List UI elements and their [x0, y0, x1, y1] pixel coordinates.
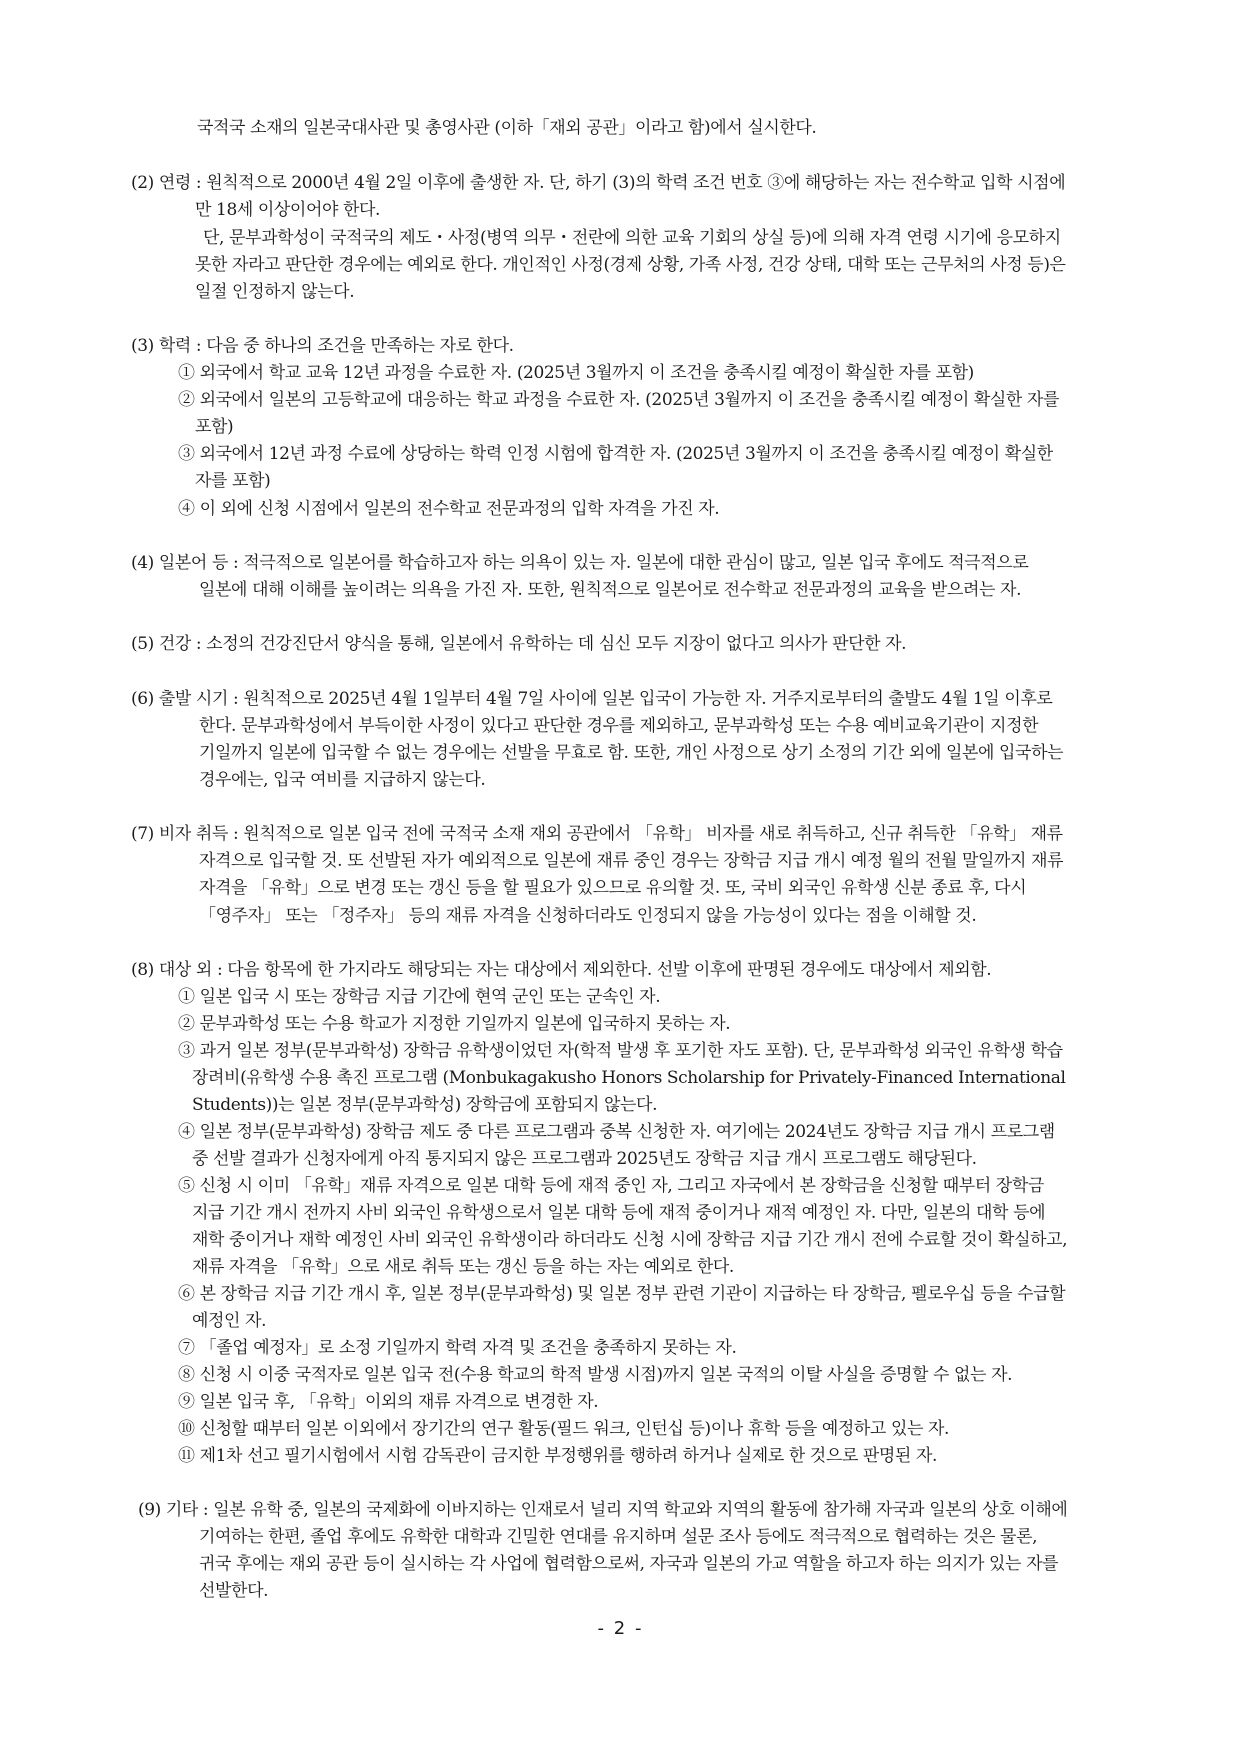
- list-item: ⑨ 일본 입국 후, 「유학」이외의 재류 자격으로 변경한 자.: [178, 1392, 599, 1412]
- section-heading-exclusions: (8) 대상 외 : 다음 항목에 한 가지라도 해당되는 자는 대상에서 제외한다. 선발 이후에 판명된 경우에도 대상에서 제외함.: [131, 960, 992, 980]
- list-item: ⑪ 제1차 선고 필기시험에서 시험 감독관이 금지한 부정행위를 행하려 하거나 실제로 한 것으로 판명된 자.: [178, 1446, 937, 1466]
- list-item: ⑧ 신청 시 이중 국적자로 일본 입국 전(수용 학교의 학적 발생 시점)까지 일본 국적의 이탈 사실을 증명할 수 없는 자.: [178, 1365, 1013, 1385]
- section-heading-departure: (6) 출발 시기 : 원칙적으로 2025년 4월 1일부터 4월 7일 사이에 일본 입국이 가능한 자. 거주지로부터의 출발도 4월 1일 이후로: [131, 689, 1053, 709]
- text-line: Students))는 일본 정부(문부과학성) 장학금에 포함되지 않는다.: [192, 1095, 658, 1115]
- text-line: 지급 기간 개시 전까지 사비 외국인 유학생으로서 일본 대학 등에 재적 중이거나 재적 예정인 자. 다만, 일본의 대학 등에: [192, 1203, 1046, 1223]
- list-item: ② 외국에서 일본의 고등학교에 대응하는 학교 과정을 수료한 자. (2025년 3월까지 이 조건을 충족시킬 예정이 확실한 자를: [178, 390, 1059, 410]
- section-heading-japanese: (4) 일본어 등 : 적극적으로 일본어를 학습하고자 하는 의욕이 있는 자. 일본에 대한 관심이 많고, 일본 입국 후에도 적극적으로: [131, 553, 1029, 573]
- section-heading-visa: (7) 비자 취득 : 원칙적으로 일본 입국 전에 국적국 소재 재외 공관에서 「유학」 비자를 새로 취득하고, 신규 취득한 「유학」 재류: [131, 824, 1063, 844]
- text-line: 기일까지 일본에 입국할 수 없는 경우에는 선발을 무효로 함. 또한, 개인 사정으로 상기 소정의 기간 외에 일본에 입국하는: [199, 743, 1064, 763]
- text-line: 한다. 문부과학성에서 부득이한 사정이 있다고 판단한 경우를 제외하고, 문부과학성 또는 수용 예비교육기관이 지정한: [199, 716, 1039, 736]
- text-line: 경우에는, 입국 여비를 지급하지 않는다.: [199, 770, 486, 790]
- list-item: ② 문부과학성 또는 수용 학교가 지정한 기일까지 일본에 입국하지 못하는 자.: [178, 1014, 731, 1034]
- list-item: ⑥ 본 장학금 지급 기간 개시 후, 일본 정부(문부과학성) 및 일본 정부 관련 기관이 지급하는 타 장학금, 펠로우십 등을 수급할: [178, 1284, 1066, 1304]
- text-line: 포함): [195, 417, 234, 437]
- text-line: 못한 자라고 판단한 경우에는 예외로 한다. 개인적인 사정(경제 상황, 가족 사정, 건강 상태, 대학 또는 근무처의 사정 등)은: [195, 255, 1066, 275]
- list-item: ③ 외국에서 12년 과정 수료에 상당하는 학력 인정 시험에 합격한 자. (2025년 3월까지 이 조건을 충족시킬 예정이 확실한: [178, 444, 1053, 464]
- text-line: 만 18세 이상이어야 한다.: [195, 200, 381, 220]
- list-item: ① 일본 입국 시 또는 장학금 지급 기간에 현역 군인 또는 군속인 자.: [178, 987, 661, 1007]
- text-line: 「영주자」 또는 「정주자」 등의 재류 자격을 신청하더라도 인정되지 않을 가능성이 있다는 점을 이해할 것.: [199, 906, 977, 926]
- text-line: 귀국 후에는 재외 공관 등이 실시하는 각 사업에 협력함으로써, 자국과 일본의 가교 역할을 하고자 하는 의지가 있는 자를: [199, 1554, 1059, 1574]
- text-line: 일절 인정하지 않는다.: [195, 282, 355, 302]
- text-line: 일본에 대해 이해를 높이려는 의욕을 가진 자. 또한, 원칙적으로 일본어로 전수학교 전문과정의 교육을 받으려는 자.: [199, 580, 1022, 600]
- section-heading-age: (2) 연령 : 원칙적으로 2000년 4월 2일 이후에 출생한 자. 단, 하기 (3)의 학력 조건 번호 ③에 해당하는 자는 전수학교 입학 시점에: [131, 173, 1066, 193]
- list-item: ⑤ 신청 시 이미 「유학」재류 자격으로 일본 대학 등에 재적 중인 자, 그리고 자국에서 본 장학금을 신청할 때부터 장학금: [178, 1176, 1044, 1196]
- text-line: 선발한다.: [199, 1581, 269, 1601]
- text-line: 자를 포함): [195, 471, 271, 491]
- text-line: 자격을 「유학」으로 변경 또는 갱신 등을 할 필요가 있으므로 유의할 것. 또, 국비 외국인 유학생 신분 종료 후, 다시: [199, 878, 1027, 898]
- section-heading-health: (5) 건강 : 소정의 건강진단서 양식을 통해, 일본에서 유학하는 데 심신 모두 지장이 없다고 의사가 판단한 자.: [131, 634, 907, 654]
- text-line: 예정인 자.: [192, 1311, 267, 1331]
- text-line: 단, 문부과학성이 국적국의 제도・사정(병역 의무・전란에 의한 교육 기회의 상실 등)에 의해 자격 연령 시기에 응모하지: [203, 228, 1061, 248]
- text-line: 재학 중이거나 재학 예정인 사비 외국인 유학생이라 하더라도 신청 시에 장학금 지급 기간 개시 전에 수료할 것이 확실하고,: [192, 1230, 1068, 1250]
- text-line: 재류 자격을 「유학」으로 새로 취득 또는 갱신 등을 하는 자는 예외로 한다.: [192, 1257, 734, 1277]
- section-heading-education: (3) 학력 : 다음 중 하나의 조건을 만족하는 자로 한다.: [131, 336, 514, 356]
- text-line: 자격으로 입국할 것. 또 선발된 자가 예외적으로 일본에 재류 중인 경우는 장학금 지급 개시 예정 월의 전월 말일까지 재류: [199, 851, 1064, 871]
- list-item: ① 외국에서 학교 교육 12년 과정을 수료한 자. (2025년 3월까지 이 조건을 충족시킬 예정이 확실한 자를 포함): [178, 363, 974, 383]
- page-number: - 2 -: [597, 1618, 644, 1639]
- section-heading-other: (9) 기타 : 일본 유학 중, 일본의 국제화에 이바지하는 인재로서 널리 지역 학교와 지역의 활동에 참가해 자국과 일본의 상호 이해에: [138, 1500, 1068, 1520]
- list-item: ③ 과거 일본 정부(문부과학성) 장학금 유학생이었던 자(학적 발생 후 포기한 자도 포함). 단, 문부과학성 외국인 유학생 학습: [178, 1041, 1063, 1061]
- text-line: 중 선발 결과가 신청자에게 아직 통지되지 않은 프로그램과 2025년도 장학금 지급 개시 프로그램도 해당된다.: [192, 1149, 977, 1169]
- text-line: 기여하는 한편, 졸업 후에도 유학한 대학과 긴밀한 연대를 유지하며 설문 조사 등에도 적극적으로 협력하는 것은 물론,: [199, 1527, 1038, 1547]
- text-line: 장려비(유학생 수용 촉진 프로그램 (Monbukagakusho Honors Scholarship for Privately-Financed International: [192, 1068, 1066, 1088]
- list-item: ⑦ 「졸업 예정자」로 소정 기일까지 학력 자격 및 조건을 충족하지 못하는 자.: [178, 1338, 737, 1358]
- list-item: ⑩ 신청할 때부터 일본 이외에서 장기간의 연구 활동(필드 워크, 인턴십 등)이나 휴학 등을 예정하고 있는 자.: [178, 1419, 950, 1439]
- text-line: 국적국 소재의 일본국대사관 및 총영사관 (이하「재외 공관」이라고 함)에서 실시한다.: [197, 118, 817, 138]
- list-item: ④ 이 외에 신청 시점에서 일본의 전수학교 전문과정의 입학 자격을 가진 자.: [178, 499, 720, 519]
- list-item: ④ 일본 정부(문부과학성) 장학금 제도 중 다른 프로그램과 중복 신청한 자. 여기에는 2024년도 장학금 지급 개시 프로그램: [178, 1122, 1055, 1142]
